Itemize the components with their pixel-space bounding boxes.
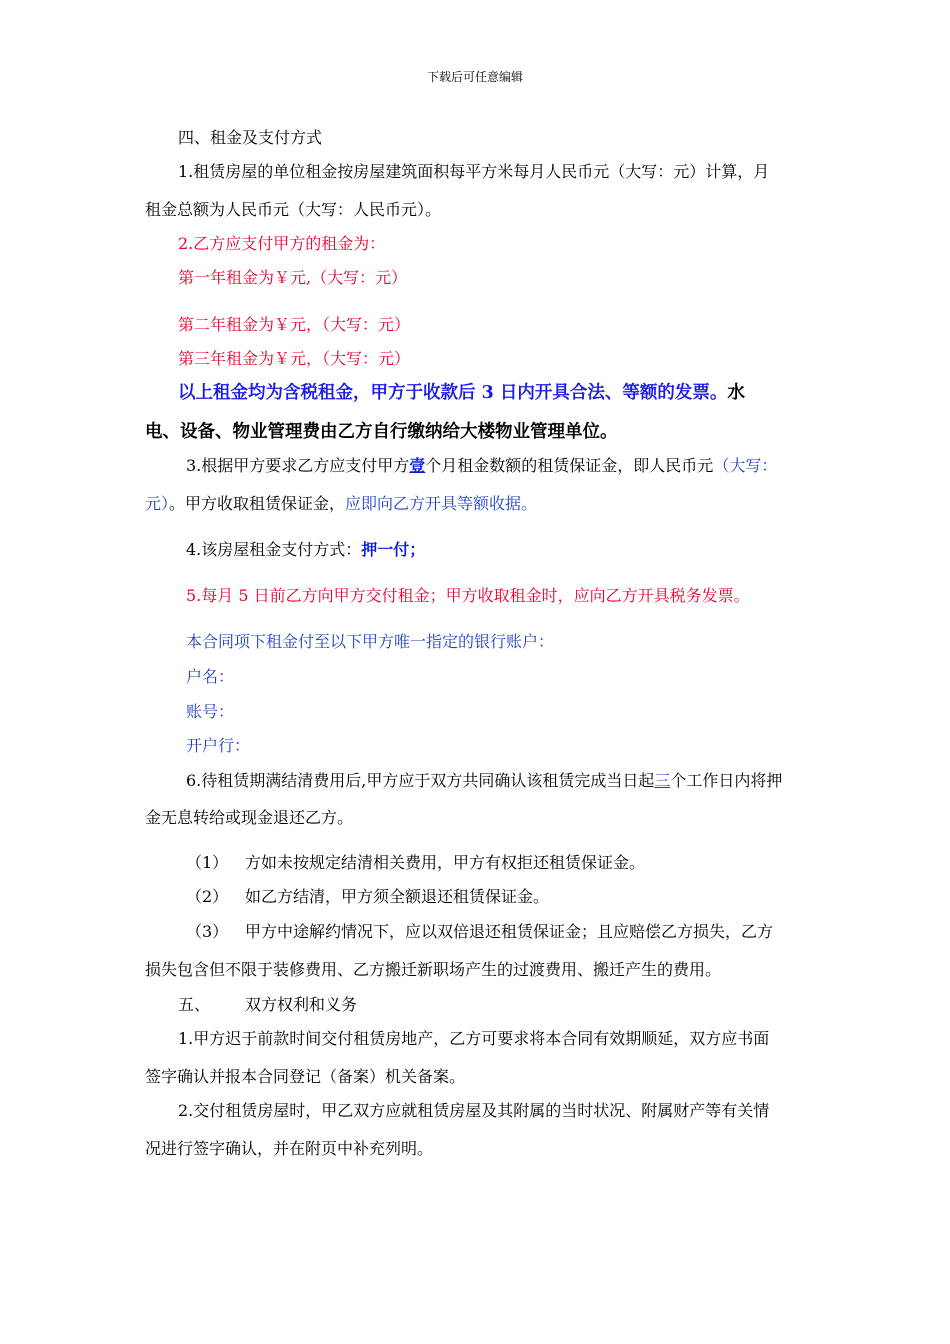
section-4-title: 四、租金及支付方式 [178, 128, 323, 147]
working-days: 三 [654, 771, 671, 790]
page-header: 下载后可任意编辑 [426, 70, 523, 84]
section-5-title: 双方权利和义务 [245, 995, 358, 1014]
rent-year-2: 第二年租金为￥元，（大写：元） [178, 315, 411, 334]
para-6-line-2: 金无息转给或现金退还乙方。 [145, 808, 354, 827]
tax-note-black: 水 [727, 383, 745, 403]
bank-intro: 本合同项下租金付至以下甲方唯一指定的银行账户： [186, 632, 555, 651]
deposit-months: 壹 [409, 456, 426, 475]
section-5-number: 五、 [178, 995, 211, 1014]
para-1-line-1: 1.租赁房屋的单位租金按房屋建筑面积每平方米每月人民币元（大写：元）计算，月 [178, 162, 770, 181]
para-6-line-1 [186, 771, 782, 791]
bank-account-number: 账号： [186, 702, 235, 721]
s5-para-2-line-2: 况进行签字确认，并在附页中补充列明。 [145, 1139, 434, 1158]
item-1-number: （1） [186, 853, 229, 872]
tax-note-blue: 以上租金均为含税租金，甲方于收款后 3 日内开具合法、等额的发票。 [178, 383, 728, 403]
item-3-text: 甲方中途解约情况下，应以双倍退还租赁保证金；且应赔偿乙方损失，乙方 [245, 922, 774, 941]
item-2-number: （2） [186, 887, 229, 906]
item-1-text: 方如未按规定结清相关费用，甲方有权拒还租赁保证金。 [245, 853, 646, 872]
item-3-number: （3） [186, 922, 229, 941]
tax-note-line-2: 电、设备、物业管理费由乙方自行缴纳给大楼物业管理单位。 [145, 422, 618, 442]
para-3-text-c: （大写： [713, 456, 778, 475]
para-4-label: 4.该房屋租金支付方式： [186, 540, 362, 559]
s5-para-2-line-1: 2.交付租赁房屋时，甲乙双方应就租赁房屋及其附属的当时状况、附属财产等有关情 [178, 1101, 770, 1120]
para-5: 5.每月 5 日前乙方向甲方交付租金；甲方收取租金时，应向乙方开具税务发票。 [186, 586, 750, 605]
para-1-line-2: 租金总额为人民币元（大写：人民币元）。 [145, 200, 442, 219]
para-6-text-b: 个工作日内将押 [670, 771, 783, 790]
s5-para-1-line-1: 1.甲方迟于前款时间交付租赁房地产，乙方可要求将本合同有效期顺延，双方应书面 [178, 1029, 770, 1048]
rent-year-1: 第一年租金为￥元,（大写：元） [178, 268, 408, 287]
para-3-line-1 [186, 456, 777, 476]
para-3-text-f: 应即向乙方开具等额收据。 [345, 494, 538, 513]
para-3-text-e: 。甲方收取租赁保证金， [169, 494, 346, 513]
rent-year-3: 第三年租金为￥元，（大写：元） [178, 349, 411, 368]
para-3-line-2 [145, 494, 537, 514]
para-3-text-a: 3.根据甲方要求乙方应支付甲方 [186, 456, 410, 475]
para-3-text-b: 个月租金数额的租赁保证金，即人民币元 [425, 456, 714, 475]
para-6-text-a: 6.待租赁期满结清费用后,甲方应于双方共同确认该租赁完成当日起 [186, 771, 655, 790]
para-4 [186, 540, 425, 560]
para-3-text-d: 元） [145, 494, 170, 513]
item-2-text: 如乙方结清，甲方须全额退还租赁保证金。 [245, 887, 550, 906]
payment-method: 押一付； [361, 540, 426, 559]
tax-note-line-1 [178, 383, 745, 403]
bank-branch: 开户行： [186, 736, 251, 755]
para-2-title: 2.乙方应支付甲方的租金为： [178, 234, 386, 253]
bank-account-name: 户名： [186, 667, 235, 686]
item-3-line-2: 损失包含但不限于装修费用、乙方搬迁新职场产生的过渡费用、搬迁产生的费用。 [145, 960, 722, 979]
s5-para-1-line-2: 签字确认并报本合同登记（备案）机关备案。 [145, 1067, 466, 1086]
